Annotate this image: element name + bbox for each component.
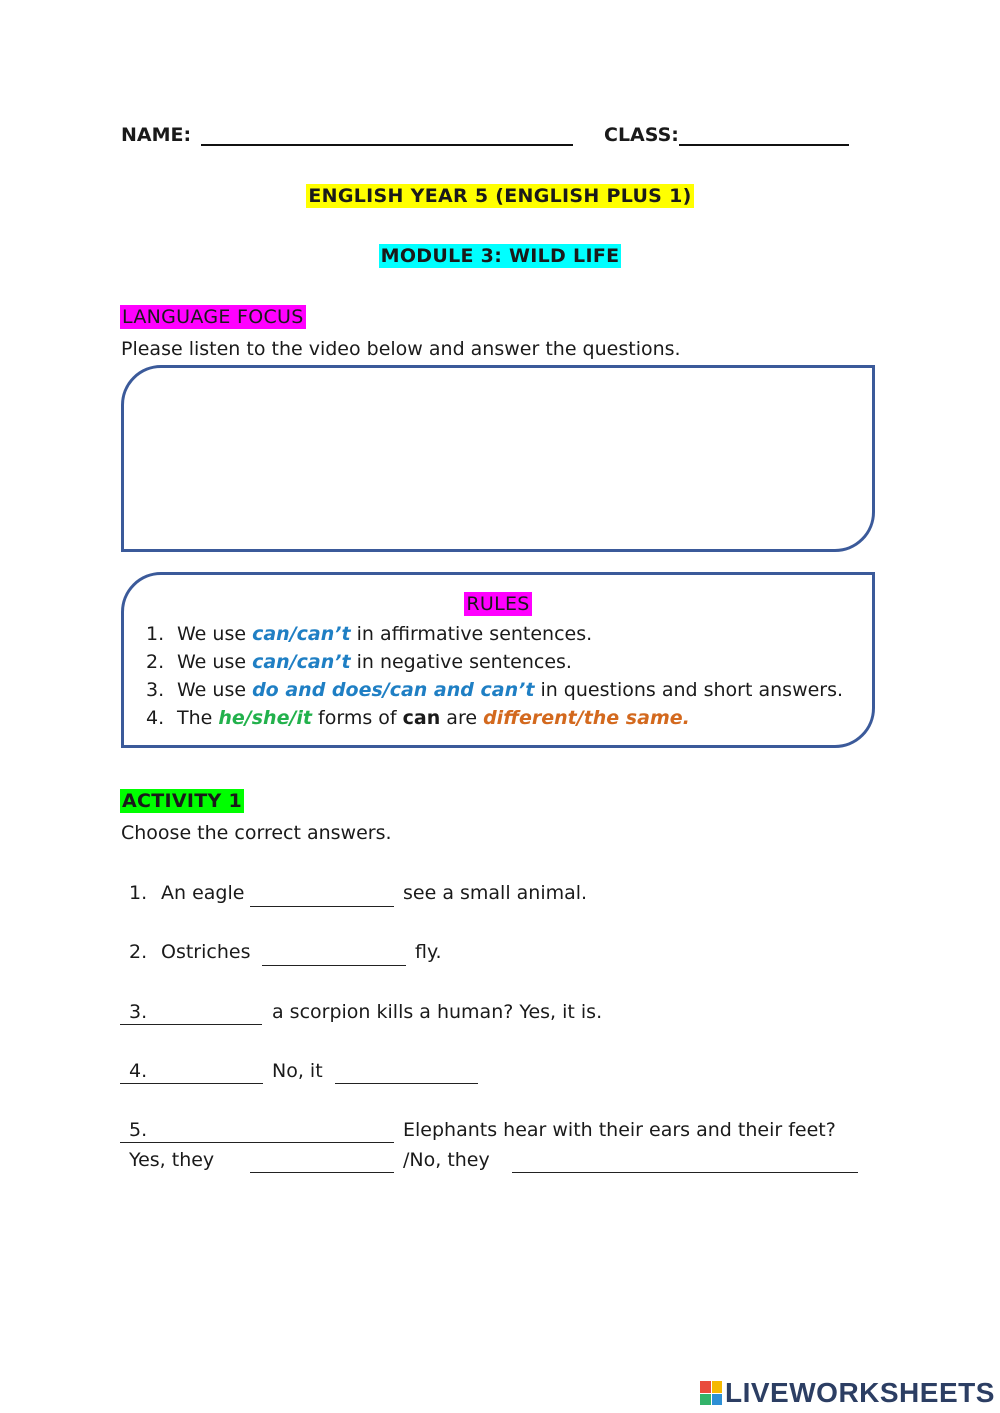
language-focus-heading: LANGUAGE FOCUS <box>122 306 304 328</box>
rule-text: in negative sentences. <box>350 651 572 673</box>
q5-no-text: /No, they <box>403 1149 490 1171</box>
q5-answer-input-1[interactable] <box>120 1120 394 1143</box>
logo-text: LIVEWORKSHEETS <box>725 1377 995 1408</box>
q5-number: 5. <box>129 1119 148 1141</box>
rule-text: The <box>177 707 219 729</box>
rule-text: in affirmative sentences. <box>350 623 593 645</box>
q2-number: 2. <box>129 941 148 963</box>
rule-highlight: can/can’t <box>252 651 351 673</box>
module-title: MODULE 3: WILD LIFE <box>380 245 620 267</box>
q1-text-pre: An eagle <box>161 882 245 904</box>
q5-yes-text: Yes, they <box>129 1149 215 1171</box>
name-field-line[interactable] <box>201 124 573 146</box>
rules-heading-wrap <box>0 593 996 615</box>
rule-text: We use <box>177 679 253 701</box>
rule-bold: can <box>402 707 441 729</box>
q1-number: 1. <box>129 882 148 904</box>
activity-instruction: Choose the correct answers. <box>121 822 392 844</box>
q4-number: 4. <box>129 1060 148 1082</box>
rules-heading: RULES <box>466 593 530 615</box>
q3-number: 3. <box>129 1001 148 1023</box>
language-focus-instruction: Please listen to the video below and answer the questions. <box>121 338 681 360</box>
rule-item <box>146 620 843 648</box>
rule-highlight: can/can’t <box>252 623 351 645</box>
class-field-line[interactable] <box>679 124 849 146</box>
rule-number: 1. <box>146 623 165 645</box>
rule-number: 3. <box>146 679 165 701</box>
rule-text: in questions and short answers. <box>534 679 844 701</box>
q5-text-post: Elephants hear with their ears and their feet? <box>403 1119 836 1141</box>
rules-list <box>146 620 843 732</box>
q4-answer-input-2[interactable] <box>335 1061 478 1084</box>
activity-heading-wrap <box>120 790 244 812</box>
rule-highlight: do and does/can and can’t <box>252 679 535 701</box>
q4-answer-input-1[interactable] <box>120 1061 263 1084</box>
course-title-wrap <box>0 185 1000 207</box>
liveworksheets-logo <box>700 1378 995 1408</box>
rule-item <box>146 676 843 704</box>
course-title: ENGLISH YEAR 5 (ENGLISH PLUS 1) <box>308 185 692 207</box>
rule-text: forms of <box>312 707 403 729</box>
q3-text-post: a scorpion kills a human? Yes, it is. <box>272 1001 603 1023</box>
q5-answer-input-2[interactable] <box>250 1150 394 1173</box>
video-box[interactable] <box>121 365 875 552</box>
activity-heading: ACTIVITY 1 <box>122 790 243 812</box>
rule-number: 2. <box>146 651 165 673</box>
class-label: CLASS: <box>604 124 679 146</box>
rule-text: are <box>440 707 484 729</box>
logo-icon <box>700 1381 722 1405</box>
name-label: NAME: <box>121 124 192 146</box>
q1-text-post: see a small animal. <box>403 882 588 904</box>
rule-text: We use <box>177 651 253 673</box>
rule-highlight: he/she/it <box>218 707 312 729</box>
q2-answer-input[interactable] <box>262 943 406 966</box>
q1-answer-input[interactable] <box>250 884 394 907</box>
rule-highlight: different/the same. <box>483 707 690 729</box>
q2-text-pre: Ostriches <box>161 941 251 963</box>
q4-text-mid: No, it <box>272 1060 323 1082</box>
rule-item <box>146 704 843 732</box>
language-focus-heading-wrap <box>120 306 306 328</box>
rule-text: We use <box>177 623 253 645</box>
q3-answer-input[interactable] <box>120 1002 262 1025</box>
rule-number: 4. <box>146 707 165 729</box>
module-title-wrap <box>0 245 1000 267</box>
q5-answer-input-3[interactable] <box>512 1150 858 1173</box>
rule-item <box>146 648 843 676</box>
q2-text-post: fly. <box>415 941 442 963</box>
